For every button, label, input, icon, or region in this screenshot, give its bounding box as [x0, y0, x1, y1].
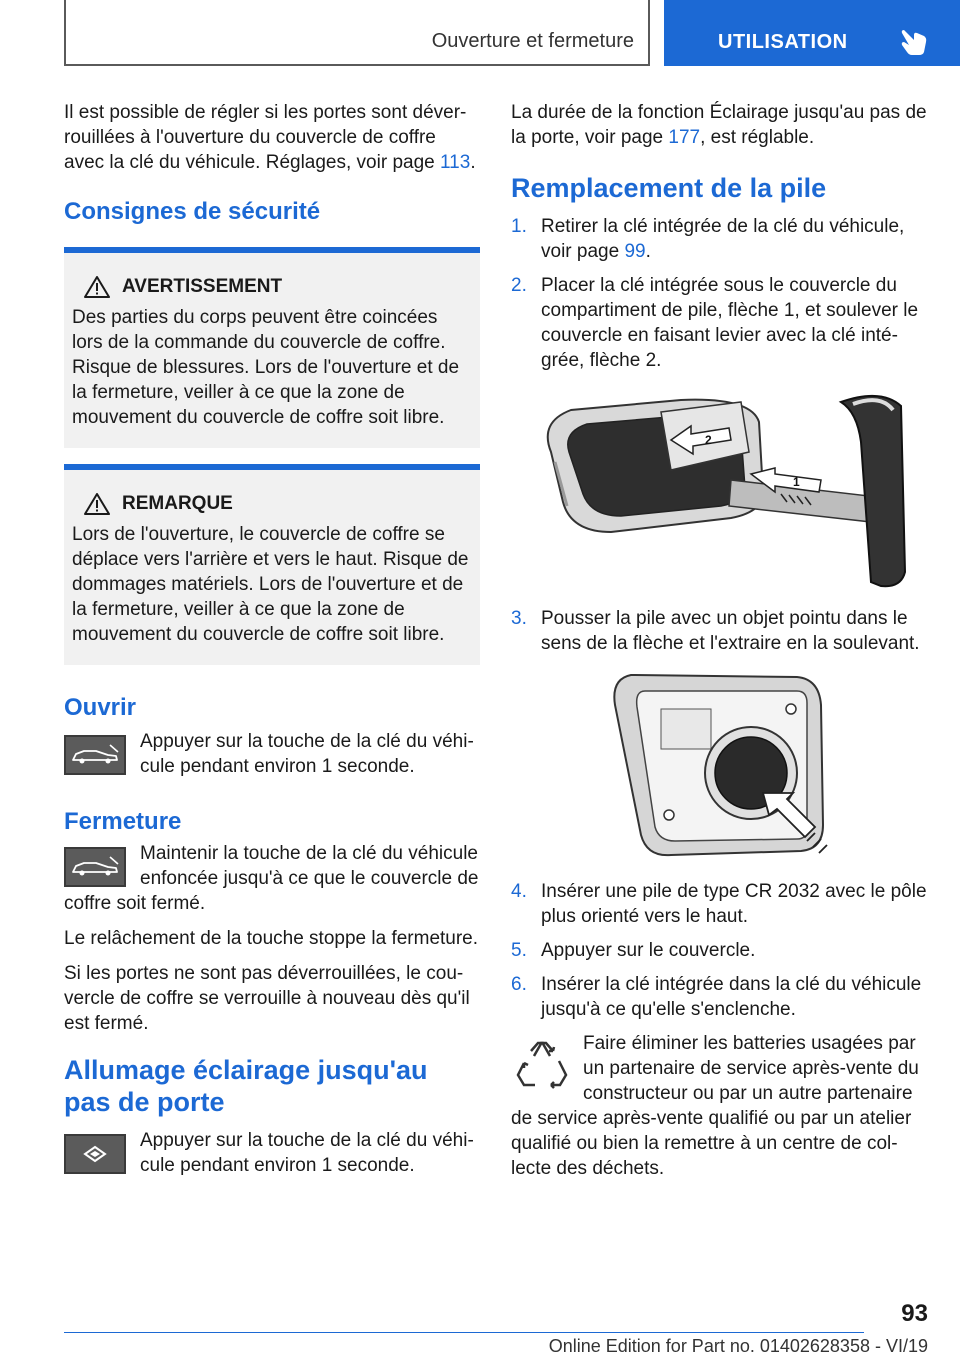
- hand-pointer-icon: [900, 26, 928, 56]
- trunk-key-icon: [64, 847, 126, 887]
- warning-box: [64, 247, 480, 448]
- battery-steps-continued: [511, 606, 931, 656]
- warning-triangle-icon: [84, 275, 110, 299]
- step-2: 2. Placer la clé intégrée sous le couvercle du compartiment de pile, flèche 1, et soulever le couvercle en faisant levier avec la clé intégrée, flèche 2.: [511, 275, 919, 371]
- safety-heading: Consignes de sécurité: [64, 198, 321, 225]
- recycle-icon: [515, 1039, 569, 1097]
- close-instruction: [64, 841, 480, 916]
- step-3: 3. Pousser la pile avec un objet pointu dans le sens de la flèche et l'extraire en la soulevant.: [511, 608, 920, 654]
- note-title: REMARQUE: [122, 493, 233, 514]
- warning-title: AVERTISSEMENT: [122, 276, 283, 297]
- right-column: [511, 100, 931, 1181]
- recycle-text: Faire éliminer les batteries usagées par un partenaire de service après-vente du constructeur ou par un autre partenaire de service après-vente qualifié ou par un atelier qualifié ou bien la remettre à un centre de collecte des déchets.: [511, 1033, 919, 1179]
- edition-footer: Online Edition for Part no. 01402628358 - VI/19: [548, 1336, 928, 1356]
- header-chapter-box: [64, 0, 650, 66]
- section-label: UTILISATION: [718, 31, 848, 53]
- arrow-label-2: 2: [705, 433, 712, 447]
- open-heading: Ouvrir: [64, 694, 137, 721]
- intro-paragraph: Il est possible de régler si les portes sont déverrouillées à l'ouverture du couvercle de coffre avec la clé du véhicule. Réglages, voir page 113.: [64, 102, 476, 173]
- page-header: [0, 0, 960, 66]
- step-4: 4. Insérer une pile de type CR 2032 avec le pôle plus orienté vers le haut.: [511, 881, 927, 927]
- close-text-3: Si les portes ne sont pas déverrouillées, le couvercle de coffre se verrouille à nouveau dès qu'il est fermé.: [64, 963, 470, 1034]
- arrow-label-1: 1: [793, 475, 800, 489]
- battery-push-illustration: [601, 665, 841, 865]
- note-text: Lors de l'ouverture, le couvercle de coffre se déplace vers l'arrière et vers le haut. Risque de dommages matériels. Lors de l'ouverture et de la fermeture, veiller à ce que la zone de mouvement du couvercle de coffre soit libre.: [72, 524, 469, 645]
- left-column: [64, 100, 480, 1188]
- light-heading: Allumage éclairage jusqu'au pas de porte: [64, 1055, 428, 1117]
- key-pry-illustration: [531, 382, 911, 592]
- close-heading: Fermeture: [64, 808, 182, 835]
- open-instruction: [64, 729, 480, 779]
- light-text: Appuyer sur la touche de la clé du véhicule pendant environ 1 seconde.: [140, 1130, 474, 1176]
- light-instruction: [64, 1128, 480, 1178]
- header-section-tab: [664, 0, 960, 66]
- trunk-key-icon: [64, 735, 126, 775]
- light-duration-paragraph: La durée de la fonction Éclairage jusqu'au pas de la porte, voir page 177, est réglable.: [511, 102, 927, 148]
- light-key-icon: [64, 1134, 126, 1174]
- warning-triangle-icon: [84, 492, 110, 516]
- warning-text: Des parties du corps peuvent être coincées lors de la commande du couvercle de coffre. Risque de blessures. Lors de l'ouverture et de la fermeture, veiller à ce que la zone de mouvement du couvercle de coffre soit libre.: [72, 307, 460, 428]
- step-1: 1. Retirer la clé intégrée de la clé du véhicule, voir page 99.: [511, 216, 905, 262]
- note-box: [64, 464, 480, 665]
- page-link-113[interactable]: 113: [440, 152, 471, 173]
- battery-steps-final: [511, 879, 931, 1022]
- close-text-2: Le relâchement de la touche stoppe la fermeture.: [64, 928, 479, 949]
- chapter-title: Ouverture et fermeture: [431, 30, 634, 52]
- close-text: Maintenir la touche de la clé du véhicule enfoncée jusqu'à ce que le couvercle de coffre soit fermé.: [64, 843, 479, 914]
- battery-steps: [511, 214, 931, 373]
- recycle-note: [511, 1031, 931, 1181]
- step-5: 5. Appuyer sur le couvercle.: [511, 940, 756, 961]
- battery-heading: Remplacement de la pile: [511, 173, 827, 203]
- page-number: 93: [901, 1300, 928, 1327]
- page-link-177[interactable]: 177: [668, 127, 701, 148]
- page-link-99[interactable]: 99: [624, 241, 646, 262]
- footer-rule: [64, 1332, 864, 1333]
- step-6: 6. Insérer la clé intégrée dans la clé du véhicule jusqu'à ce qu'elle s'enclenche.: [511, 974, 922, 1020]
- open-text: Appuyer sur la touche de la clé du véhicule pendant environ 1 seconde.: [140, 731, 474, 777]
